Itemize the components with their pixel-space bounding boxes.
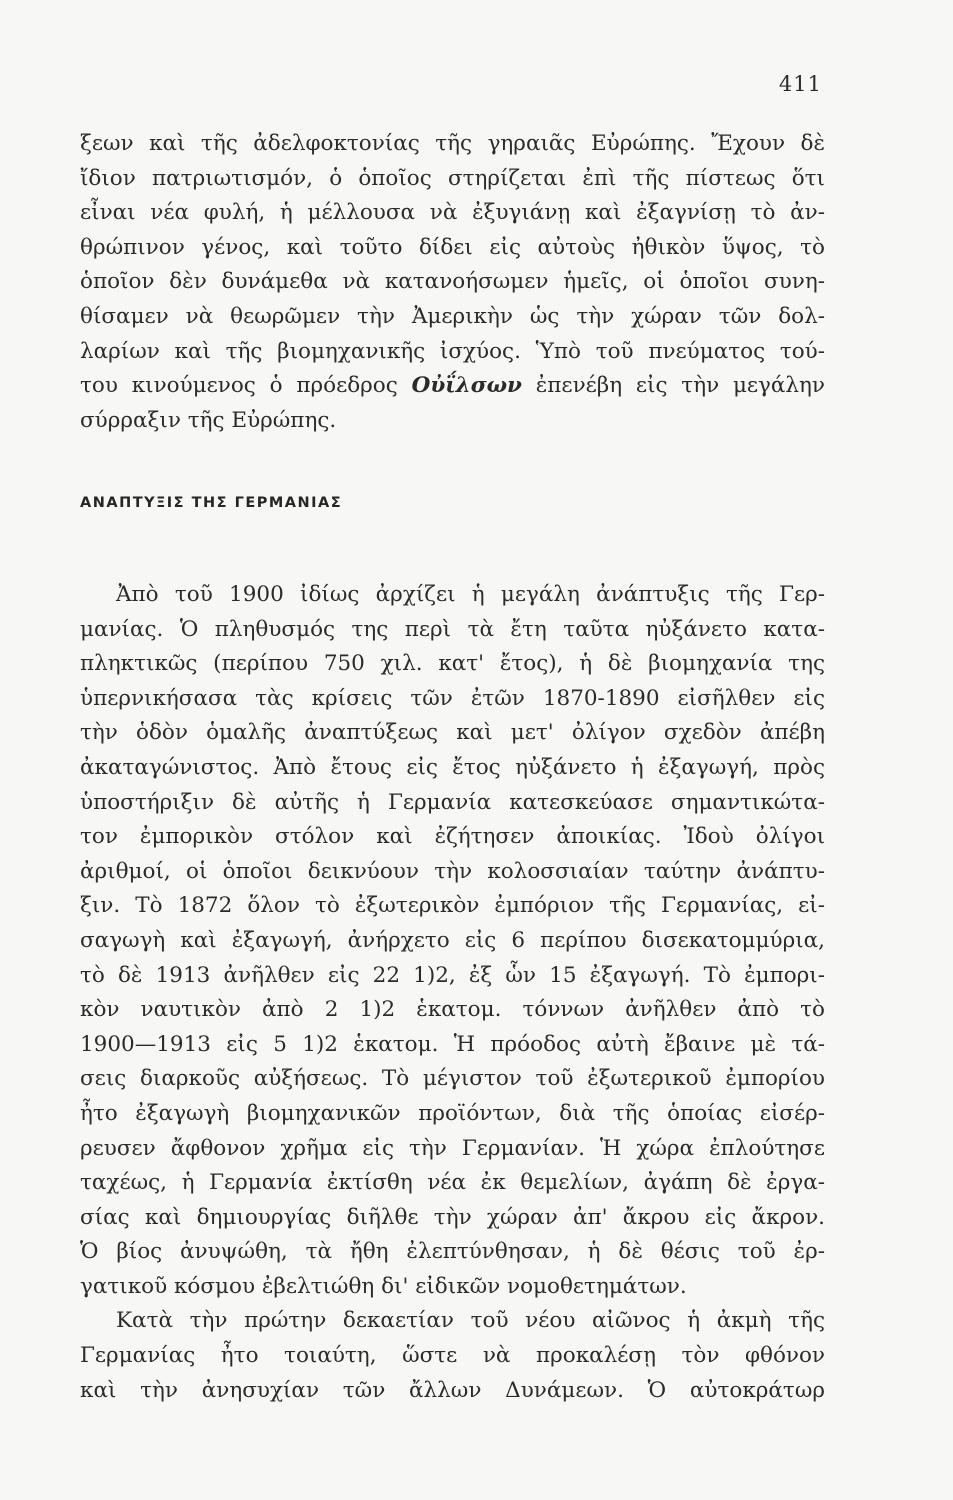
text-line: πληκτικῶς (περίπου 750 χιλ. κατ' ἔτος), ἡ δὲ βιομηχανία της (80, 651, 825, 677)
text-line: ταχέως, ἡ Γερμανία ἐκτίσθη νέα ἐκ θεμελίων, ἀγάπη δὲ ἐργα- (80, 1170, 825, 1196)
section-heading: ΑΝΑΠΤΥΞΙΣ ΤΗΣ ΓΕΡΜΑΝΙΑΣ (80, 495, 343, 511)
text-line-with-name (80, 369, 825, 404)
text-line: εἶναι νέα φυλή, ἡ μέλλουσα νὰ ἐξυγιάνῃ καὶ ἐξαγνίσῃ τὸ ἀν- (80, 200, 825, 226)
text-line: ἴδιον πατριωτισμόν, ὁ ὁποῖος στηρίζεται ἐπὶ τῆς πίστεως ὅτι (80, 165, 825, 191)
text-line: κὸν ναυτικὸν ἀπὸ 2 1)2 ἑκατομ. τόννων ἀνῆλθεν ἀπὸ τὸ (80, 997, 825, 1023)
text-line: τὸ δὲ 1913 ἀνῆλθεν εἰς 22 1)2, ἐξ ὧν 15 ἐξαγωγή. Τὸ ἐμπορι- (80, 962, 825, 988)
text-line: Ὁ βίος ἀνυψώθη, τὰ ἤθη ἐλεπτύνθησαν, ἡ δὲ θέσις τοῦ ἐρ- (80, 1239, 825, 1265)
text-line: ξιν. Τὸ 1872 ὅλον τὸ ἐξωτερικὸν ἐμπόριον τῆς Γερμανίας, εἰ- (80, 893, 825, 919)
paragraph-first-line: Κατὰ τὴν πρώτην δεκαετίαν τοῦ νέου αἰῶνος ἡ ἀκμὴ τῆς (116, 1308, 825, 1334)
paragraph-america (80, 127, 825, 438)
text-line: ἦτο ἐξαγωγὴ βιομηχανικῶν προϊόντων, διὰ τῆς ὁποίας εἰσέρ- (80, 1100, 825, 1126)
paragraph-last-line: σύρραξιν τῆς Εὐρώπης. (80, 407, 337, 433)
text-line: ὁποῖον δὲν δυνάμεθα νὰ κατανοήσωμεν ἡμεῖς, οἱ ὁποῖοι συνη- (80, 269, 825, 295)
text-line: ἀκαταγώνιστος. Ἀπὸ ἔτους εἰς ἔτος ηὐξάνετο ἡ ἐξαγωγή, πρὸς (80, 754, 825, 780)
text-line: Γερμανίας ἦτο τοιαύτη, ὥστε νὰ προκαλέσῃ τὸν φθόνον (80, 1343, 825, 1369)
emphasized-name: Οὐΐλσων (411, 373, 522, 399)
page-number: 411 (778, 72, 822, 96)
text-line: σαγωγὴ καὶ ἐξαγωγή, ἀνήρχετο εἰς 6 περίπου δισεκατομμύρια, (80, 927, 825, 953)
text-segment: του κινούμενος ὁ πρόεδρος (80, 373, 412, 399)
text-line: καὶ τὴν ἀνησυχίαν τῶν ἄλλων Δυνάμεων. Ὁ αὐτοκράτωρ (80, 1377, 825, 1403)
paragraph-germany (80, 578, 825, 1408)
text-line: ρευσεν ἄφθονον χρῆμα εἰς τὴν Γερμανίαν. Ἡ χώρα ἐπλούτησε (80, 1135, 825, 1161)
text-line: μανίας. Ὁ πληθυσμός της περὶ τὰ ἔτη ταῦτα ηὐξάνετο κατα- (80, 616, 825, 642)
text-line: λαρίων καὶ τῆς βιομηχανικῆς ἰσχύος. Ὑπὸ τοῦ πνεύματος τού- (80, 338, 825, 364)
text-line: τον ἐμπορικὸν στόλον καὶ ἐζήτησεν ἀποικίας. Ἰδοὺ ὀλίγοι (80, 824, 825, 850)
text-line: ὑπερνικήσασα τὰς κρίσεις τῶν ἐτῶν 1870-1890 εἰσῆλθεν εἰς (80, 685, 825, 711)
text-line: σίας καὶ δημιουργίας διῆλθε τὴν χώραν ἀπ' ἄκρου εἰς ἄκρον. (80, 1204, 825, 1230)
text-line: τὴν ὁδὸν ὁμαλῆς ἀναπτύξεως καὶ μετ' ὀλίγον σχεδὸν ἀπέβη (80, 720, 825, 746)
paragraph-last-line: γατικοῦ κόσμου ἐβελτιώθη δι' εἰδικῶν νομοθετημάτων. (80, 1273, 687, 1299)
text-line: 1900—1913 εἰς 5 1)2 ἑκατομ. Ἡ πρόοδος αὐτὴ ἔβαινε μὲ τά- (80, 1031, 825, 1057)
text-line: ὑποστήριξιν δὲ αὐτῆς ἡ Γερμανία κατεσκεύασε σημαντικώτα- (80, 789, 825, 815)
text-line: σεις διαρκοῦς αὐξήσεως. Τὸ μέγιστον τοῦ ἐξωτερικοῦ ἐμπορίου (80, 1066, 825, 1092)
paragraph-first-line: Ἀπὸ τοῦ 1900 ἰδίως ἀρχίζει ἡ μεγάλη ἀνάπτυξις τῆς Γερ- (116, 582, 825, 607)
text-line: θίσαμεν νὰ θεωρῶμεν τὴν Ἀμερικὴν ὡς τὴν χώραν τῶν δολ- (80, 303, 825, 329)
text-line: ξεων καὶ τῆς ἀδελφοκτονίας τῆς γηραιᾶς Εὐρώπης. Ἔχουν δὲ (80, 131, 825, 156)
text-line: ἀριθμοί, οἱ ὁποῖοι δεικνύουν τὴν κολοσσιαίαν ταύτην ἀνάπτυ- (80, 858, 825, 884)
text-segment: ἐπενέβη εἰς τὴν μεγάλην (521, 373, 825, 399)
text-line: θρώπινον γένος, καὶ τοῦτο δίδει εἰς αὐτοὺς ἠθικὸν ὕψος, τὸ (80, 234, 825, 260)
